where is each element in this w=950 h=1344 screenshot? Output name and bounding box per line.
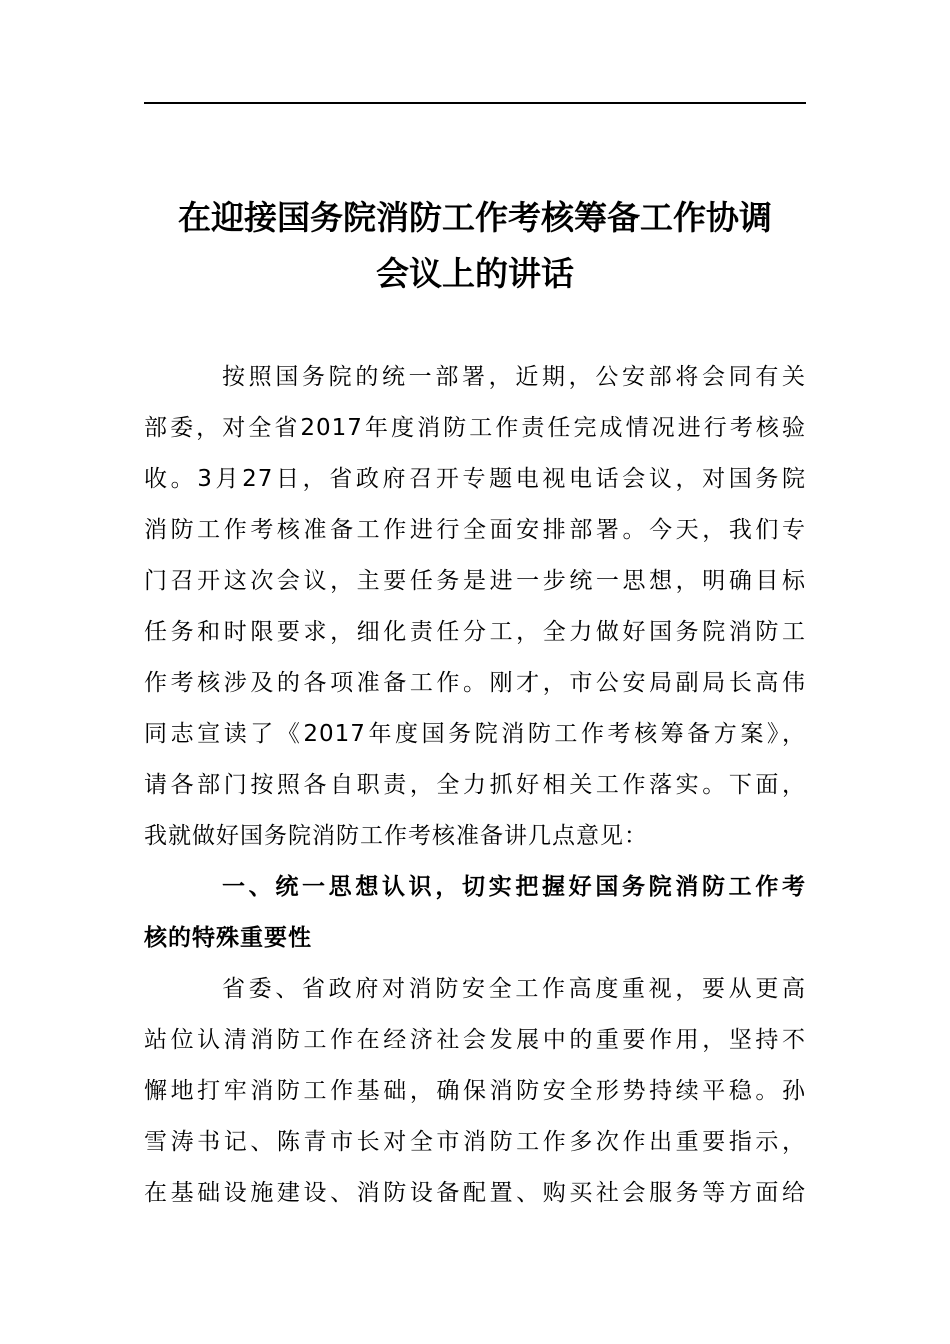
- text-line: 按照国务院的统一部署，近期，公安部将会同有关: [222, 364, 806, 390]
- section-heading-1: [144, 862, 806, 964]
- heading-line: 核的特殊重要性: [144, 925, 312, 951]
- text-line: 省委、省政府对消防安全工作高度重视，要从更高: [222, 976, 806, 1002]
- text-line: 在基础设施建设、消防设备配置、购买社会服务等方面给: [144, 1180, 806, 1206]
- document-body: [144, 352, 806, 1219]
- text-line: 懈地打牢消防工作基础，确保消防安全形势持续平稳。孙: [144, 1078, 806, 1104]
- text-line: 作考核涉及的各项准备工作。刚才，市公安局副局长高伟: [144, 670, 806, 696]
- text-line: 站位认清消防工作在经济社会发展中的重要作用，坚持不: [144, 1027, 806, 1053]
- text-line: 收。3月27日，省政府召开专题电视电话会议，对国务院: [144, 466, 806, 492]
- heading-line: 一、统一思想认识，切实把握好国务院消防工作考: [222, 874, 806, 900]
- text-line: 同志宣读了《2017年度国务院消防工作考核筹备方案》，: [144, 721, 806, 747]
- document-title: [144, 190, 806, 302]
- paragraph-2: [144, 964, 806, 1219]
- text-line: 门召开这次会议，主要任务是进一步统一思想，明确目标: [144, 568, 806, 594]
- text-line: 部委，对全省2017年度消防工作责任完成情况进行考核验: [144, 415, 806, 441]
- title-line: 会议上的讲话: [376, 254, 574, 293]
- text-line: 消防工作考核准备工作进行全面安排部署。今天，我们专: [144, 517, 806, 543]
- text-line: 任务和时限要求，细化责任分工，全力做好国务院消防工: [144, 619, 806, 645]
- text-line: 我就做好国务院消防工作考核准备讲几点意见：: [144, 823, 648, 849]
- text-line: 请各部门按照各自职责，全力抓好相关工作落实。下面，: [144, 772, 806, 798]
- text-line: 雪涛书记、陈青市长对全市消防工作多次作出重要指示，: [144, 1129, 806, 1155]
- paragraph-1: [144, 352, 806, 862]
- title-line: 在迎接国务院消防工作考核筹备工作协调: [178, 198, 772, 237]
- header-rule: [144, 102, 806, 104]
